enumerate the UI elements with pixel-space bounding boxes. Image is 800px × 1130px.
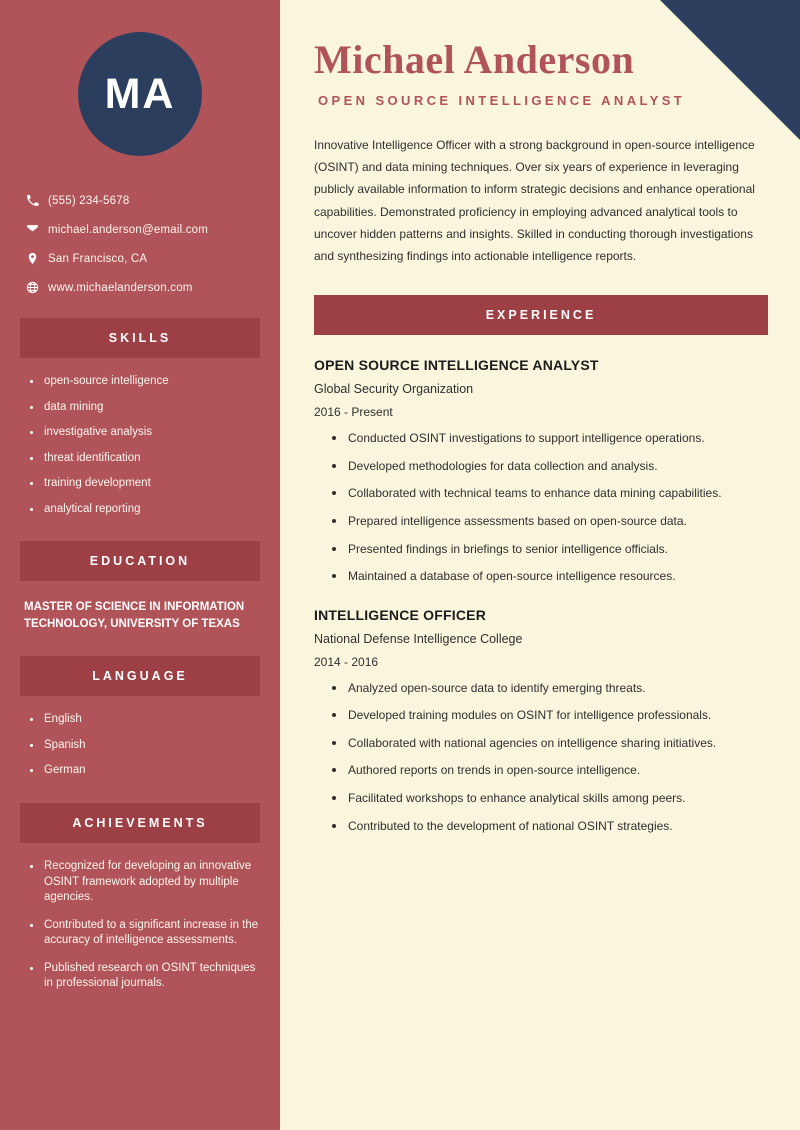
job-role: INTELLIGENCE OFFICER	[314, 606, 486, 623]
experience-entry-1	[314, 357, 768, 585]
job-dates: 2014 - 2016	[314, 654, 379, 669]
list-item: Contributed to the development of national OSINT strategies.	[332, 819, 768, 835]
list-item: Maintained a database of open-source intelligence resources.	[332, 569, 768, 585]
skills-list	[20, 374, 260, 517]
list-item: Published research on OSINT techniques in professional journals.	[28, 961, 260, 992]
profile-summary: Innovative Intelligence Officer with a strong background in open-source intelligence (OSINT) and data mining techniques. Over six years of experience in leveraging publicly available information to inform strategic decisions and enhance operational capabilities. Demonstrated proficiency in employing advanced analytical tools to uncover hidden patterns and insights. Skilled in conducting thorough investigations and synthesizing findings into actionable intelligence reports.	[314, 138, 755, 263]
language-list	[20, 712, 260, 779]
avatar: MA	[78, 32, 202, 156]
achievements-list	[20, 859, 260, 992]
contact-email-text: michael.anderson@email.com	[48, 223, 209, 236]
list-item: Analyzed open-source data to identify emerging threats.	[332, 681, 768, 697]
list-item: Prepared intelligence assessments based on open-source data.	[332, 514, 768, 530]
sidebar-section-education-title: EDUCATION	[20, 541, 260, 581]
list-item: English	[28, 712, 260, 728]
education-entry: MASTER OF SCIENCE IN INFORMATION TECHNOLOGY, UNIVERSITY OF TEXAS	[24, 601, 245, 630]
list-item: Authored reports on trends in open-source intelligence.	[332, 763, 768, 779]
list-item: Facilitated workshops to enhance analytical skills among peers.	[332, 791, 768, 807]
job-company: Global Security Organization	[314, 382, 474, 397]
sidebar-section-achievements-title: ACHIEVEMENTS	[20, 803, 260, 843]
contact-phone[interactable]	[26, 194, 260, 207]
list-item: data mining	[28, 400, 260, 416]
phone-icon	[26, 194, 48, 207]
list-item: Developed training modules on OSINT for intelligence professionals.	[332, 708, 768, 724]
job-responsibility-list	[314, 681, 768, 835]
list-item: Collaborated with national agencies on intelligence sharing initiatives.	[332, 736, 768, 752]
sidebar-section-skills-title: SKILLS	[20, 318, 260, 358]
profile-job-title: OPEN SOURCE INTELLIGENCE ANALYST	[318, 93, 686, 108]
list-item: threat identification	[28, 451, 260, 467]
contact-email[interactable]	[26, 223, 260, 236]
job-responsibility-list	[314, 431, 768, 585]
list-item: Contributed to a significant increase in the accuracy of intelligence assessments.	[28, 918, 260, 949]
list-item: analytical reporting	[28, 502, 260, 518]
list-item: Spanish	[28, 738, 260, 754]
main-content	[280, 0, 800, 1130]
contact-phone-text: (555) 234-5678	[48, 194, 130, 207]
contact-location[interactable]	[26, 252, 260, 265]
contact-website[interactable]	[26, 281, 260, 294]
globe-icon	[26, 281, 48, 294]
experience-entry-2	[314, 607, 768, 835]
contact-website-text: www.michaelanderson.com	[48, 281, 193, 294]
avatar-wrapper	[20, 32, 260, 156]
job-company: National Defense Intelligence College	[314, 631, 523, 646]
page-title: Michael Anderson	[314, 37, 635, 82]
job-role: OPEN SOURCE INTELLIGENCE ANALYST	[314, 357, 599, 374]
contact-location-text: San Francisco, CA	[48, 252, 148, 265]
list-item: training development	[28, 476, 260, 492]
list-item: Presented findings in briefings to senior intelligence officials.	[332, 542, 768, 558]
experience-section-title: EXPERIENCE	[314, 295, 768, 335]
list-item: open-source intelligence	[28, 374, 260, 390]
contact-list	[20, 194, 260, 294]
sidebar-section-language-title: LANGUAGE	[20, 656, 260, 696]
sidebar	[0, 0, 280, 1130]
list-item: Developed methodologies for data collection and analysis.	[332, 459, 768, 475]
list-item: investigative analysis	[28, 425, 260, 441]
email-icon	[26, 223, 48, 236]
list-item: Conducted OSINT investigations to support intelligence operations.	[332, 431, 768, 447]
list-item: German	[28, 763, 260, 779]
list-item: Recognized for developing an innovative OSINT framework adopted by multiple agencies.	[28, 859, 260, 906]
location-icon	[26, 252, 48, 265]
job-dates: 2016 - Present	[314, 405, 393, 420]
list-item: Collaborated with technical teams to enhance data mining capabilities.	[332, 486, 768, 502]
